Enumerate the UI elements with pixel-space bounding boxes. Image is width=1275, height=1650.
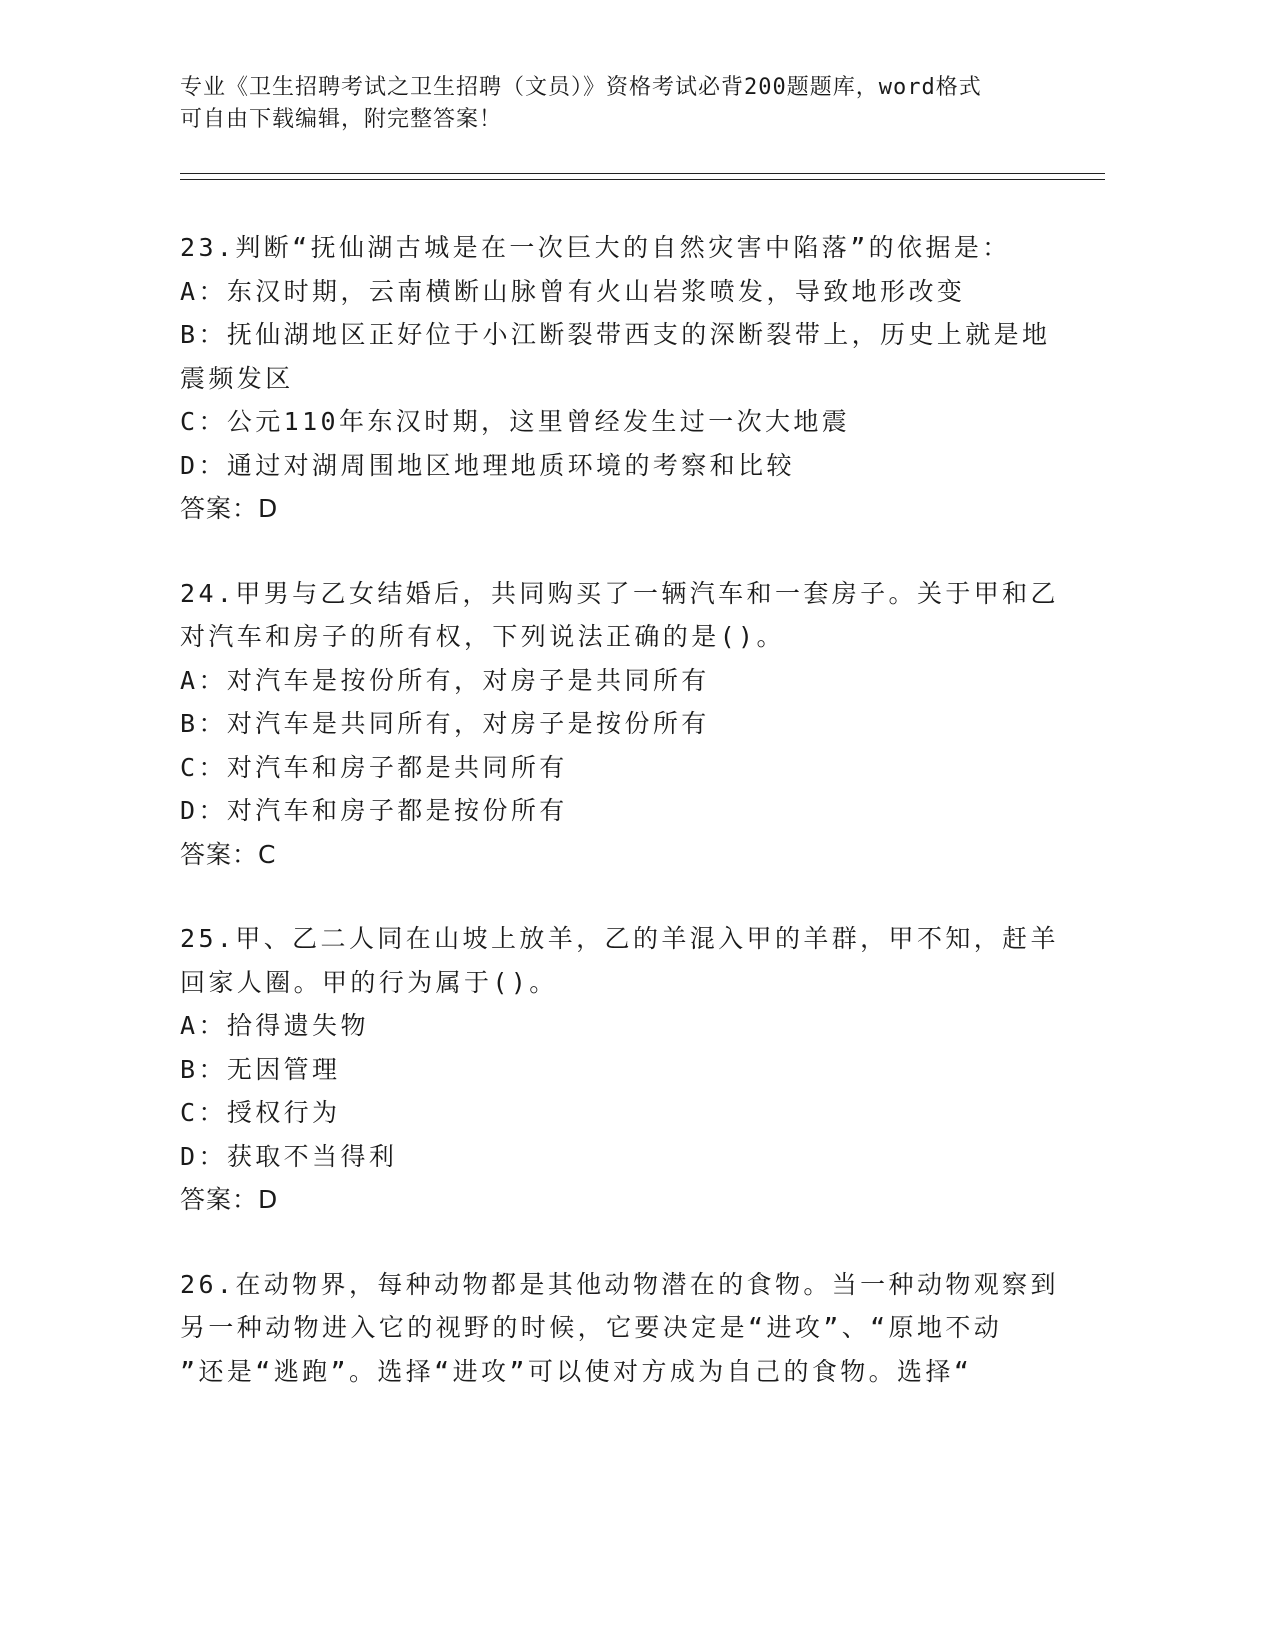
question-3 — [180, 917, 1059, 1222]
question-list — [180, 226, 1059, 1434]
option-line: A：东汉时期，云南横断山脉曾有火山岩浆喷发，导致地形改变 — [180, 276, 966, 306]
document-header — [180, 72, 1060, 136]
option-line: B：对汽车是共同所有，对房子是按份所有 — [180, 709, 710, 738]
question-stem-line: 23.判断“抚仙湖古城是在一次巨大的自然灾害中陷落”的依据是： — [180, 233, 1011, 262]
header-line-2: 可自由下载编辑，附完整答案！ — [180, 107, 503, 132]
header-line-1: 专业《卫生招聘考试之卫生招聘（文员）》资格考试必背200题题库，word格式 — [180, 75, 982, 100]
option-line: B：无因管理 — [180, 1054, 341, 1084]
option-line: C：对汽车和房子都是共同所有 — [180, 752, 568, 782]
option-line: A：拾得遗失物 — [180, 1011, 369, 1040]
question-4 — [180, 1263, 1059, 1394]
option-line: C：授权行为 — [180, 1098, 341, 1127]
answer-line: 答案：D — [180, 494, 279, 523]
answer-line: 答案：C — [180, 839, 277, 869]
option-line: D：获取不当得利 — [180, 1141, 398, 1171]
question-1 — [180, 226, 1051, 531]
question-stem-line: ”还是“逃跑”。选择“进攻”可以使对方成为自己的食物。选择“ — [180, 1356, 973, 1386]
question-stem-line: 25.甲、乙二人同在山坡上放羊，乙的羊混入甲的羊群，甲不知，赶羊 — [180, 924, 1059, 953]
answer-line: 答案：D — [180, 1185, 279, 1214]
option-line: B：抚仙湖地区正好位于小江断裂带西支的深断裂带上，历史上就是地 — [180, 320, 1051, 349]
question-2 — [180, 572, 1059, 877]
header-divider-top — [180, 173, 1105, 174]
question-stem-line: 26.在动物界，每种动物都是其他动物潜在的食物。当一种动物观察到 — [180, 1269, 1059, 1299]
question-stem-line: 对汽车和房子的所有权，下列说法正确的是()。 — [180, 622, 785, 651]
question-stem-line: 回家人圈。甲的行为属于()。 — [180, 967, 558, 997]
option-line: 震频发区 — [180, 363, 294, 393]
header-divider-bottom — [180, 179, 1105, 180]
option-line: D：对汽车和房子都是按份所有 — [180, 796, 568, 825]
option-line: D：通过对湖周围地区地理地质环境的考察和比较 — [180, 450, 795, 480]
question-stem-line: 24.甲男与乙女结婚后，共同购买了一辆汽车和一套房子。关于甲和乙 — [180, 578, 1059, 608]
question-stem-line: 另一种动物进入它的视野的时候，它要决定是“进攻”、“原地不动 — [180, 1313, 1003, 1342]
option-line: A：对汽车是按份所有，对房子是共同所有 — [180, 665, 710, 695]
option-line: C：公元110年东汉时期，这里曾经发生过一次大地震 — [180, 407, 851, 436]
